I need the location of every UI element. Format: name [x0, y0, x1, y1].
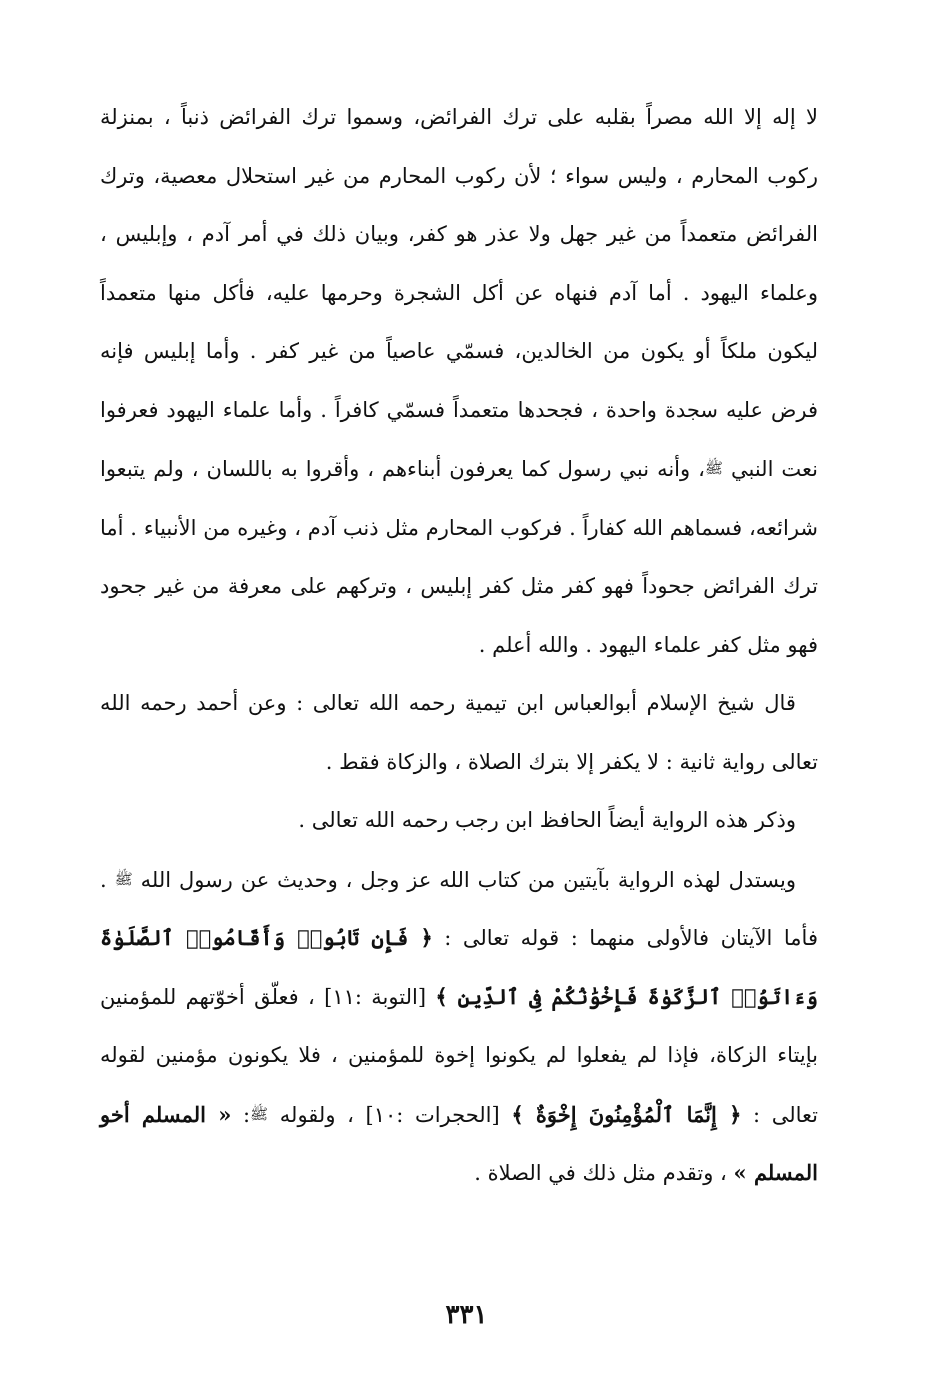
quran-reference: [التوبة :١١] ، فعلّق أخوّتهم	[185, 984, 427, 1009]
quran-verse-tawbah: ﴿ فَإِن تَابُوا۟ وَأَقَامُوا۟ ٱلصَّلَوٰةَ وَءَاتَوُا۟ ٱلزَّكَوٰةَ فَإِخْوَٰنُكُمْ فِى ٱلدِّينِ ﴾	[100, 925, 818, 1009]
text-line: فسماهم الله كفاراً . فركوب المحارم مثل ذنب آدم ، وغيره من الأنبياء . أما	[100, 515, 743, 540]
text-line: فجحدها متعمداً فسمّي كافراً . وأما علماء اليهود فعرفوا نعت النبي	[100, 397, 818, 481]
paragraph-2	[100, 674, 818, 791]
paragraph-1	[100, 88, 818, 674]
text-line: بمنزلة ركوب المحارم ، وليس سواء ؛ لأن ركوب المحارم من غير	[100, 105, 818, 188]
text-line: ، وتقدم مثل ذلك في الصلاة .	[474, 1161, 727, 1185]
text-line: جحود فهو مثل كفر علماء اليهود . والله أعلم .	[100, 574, 818, 657]
text-line: الشجرة وحرمها عليه، فأكل منها متعمداً ليكون ملكاً أو يكون من الخالدين،	[100, 280, 818, 363]
text-line: . فأما الآيتان فالأولى منهما : قوله تعالى :	[100, 867, 818, 950]
paragraph-3	[100, 791, 818, 850]
text-line: مؤمنين لقوله تعالى :	[100, 1043, 818, 1127]
text-line: فسمّي عاصياً من غير كفر . وأما إبليس فإنه فرض عليه سجدة واحدة ،	[100, 339, 819, 422]
text-line: الله	[140, 867, 172, 892]
page-body-text	[100, 88, 818, 1203]
text-line: للمؤمنين بإيتاء الزكاة، فإذا لم يفعلوا لم يكونوا إخوة للمؤمنين ، فلا يكونون	[100, 984, 818, 1067]
text-line: رحمه الله تعالى رواية ثانية : لا يكفر إلا بترك الصلاة ، والزكاة فقط .	[100, 691, 818, 774]
text-punctuation: :	[242, 1102, 251, 1127]
salawat-symbol: ﷺ	[114, 869, 133, 888]
salawat-symbol: ﷺ	[250, 1104, 269, 1123]
text-line: وأنه نبي رسول كما يعرفون أبناءهم ، وأقروا به باللسان ، ولم يتبعوا شرائعه،	[100, 457, 818, 540]
page-number: ٣٣١	[445, 1300, 488, 1330]
text-line: ترك الفرائض جحوداً فهو كفر مثل كفر إبليس ، وتركهم على معرفة من غير	[155, 574, 818, 598]
quran-reference: [الحجرات :١٠] ، ولقوله	[279, 1102, 500, 1127]
text-line: ويستدل لهذه الرواية بآيتين من كتاب الله عز وجل ، وحديث عن رسول	[178, 867, 796, 892]
quran-verse-hujurat: ﴿ إِنَّمَا ٱلْمُؤْمِنُونَ إِخْوَةٌ ﴾	[511, 1101, 742, 1127]
hadith-quote: « المسلم أخو المسلم »	[100, 1101, 818, 1185]
text-line: استحلال معصية، وترك الفرائض متعمداً من غير جهل ولا عذر هو كفر،	[100, 163, 818, 246]
text-line: قال شيخ الإسلام أبوالعباس ابن تيمية رحمه الله تعالى : وعن أحمد	[196, 691, 796, 715]
text-line: وذكر هذه الرواية أيضاً الحافظ ابن رجب رحمه الله تعالى .	[298, 808, 796, 832]
salawat-symbol: ﷺ	[704, 459, 724, 477]
paragraph-4	[100, 850, 818, 1203]
text-line: وبيان ذلك في أمر آدم ، وإبليس ، وعلماء اليهود . أما آدم فنهاه عن أكل	[100, 222, 818, 305]
text-punctuation: ،	[698, 457, 705, 481]
text-line: لا إله إلا الله مصراً بقلبه على ترك الفرائض، وسموا ترك الفرائض ذنباً ،	[163, 105, 818, 129]
